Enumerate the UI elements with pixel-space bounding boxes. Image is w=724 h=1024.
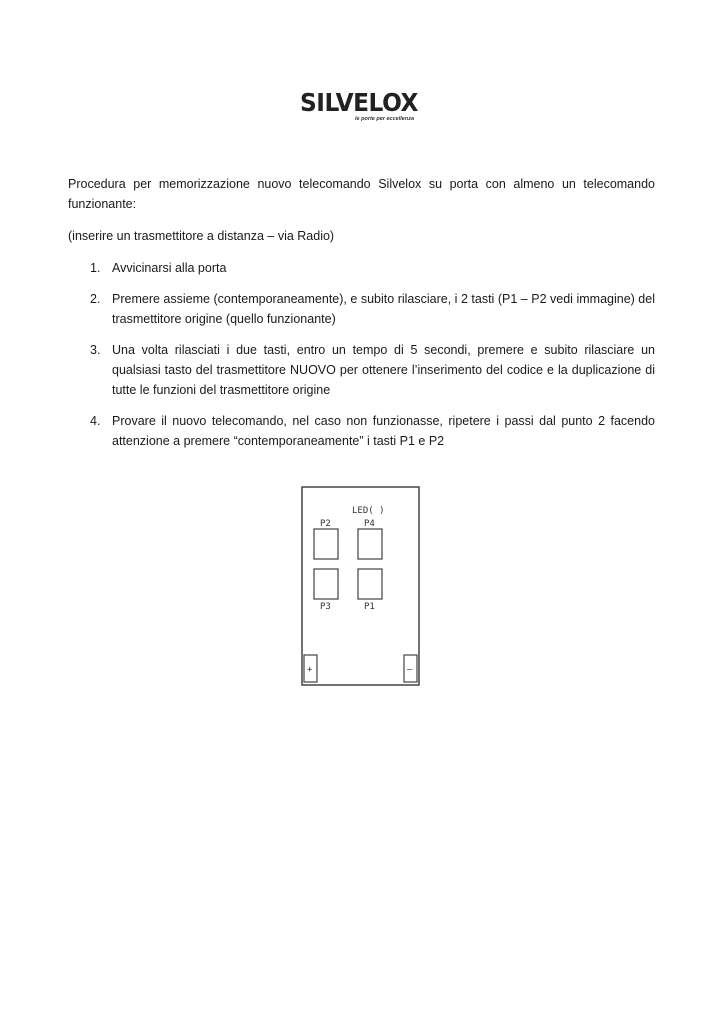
list-item — [68, 340, 655, 400]
button-p4 — [358, 529, 382, 559]
logo-brand: SILVELOX — [300, 88, 419, 117]
document-body — [68, 174, 655, 462]
remote-control-diagram — [300, 485, 422, 689]
step-text: Una volta rilasciati i due tasti, entro un tempo di 5 secondi, premere e subito rilasciare un qualsiasi tasto del trasmettitore NUOVO per ottenere l’inserimento del codice e la duplicazione di tutte le funzioni del trasmettitore origine — [112, 343, 655, 397]
step-text: Premere assieme (contemporaneamente), e subito rilasciare, i 2 tasti (P1 – P2 vedi immagine) del trasmettitore origine (quello funzionante) — [112, 292, 655, 326]
step-number: 2. — [90, 292, 101, 306]
p3-label: P3 — [320, 602, 331, 612]
intro-paragraph: Procedura per memorizzazione nuovo telecomando Silvelox su porta con almeno un telecomando funzionante: — [68, 177, 655, 211]
note-paragraph: (inserire un trasmettitore a distanza – via Radio) — [68, 229, 335, 243]
button-p1 — [358, 569, 382, 599]
step-number: 1. — [90, 261, 101, 275]
silvelox-logo — [300, 88, 424, 128]
p2-label: P2 — [320, 519, 331, 529]
list-item — [68, 411, 655, 451]
plus-label: + — [307, 665, 313, 675]
remote-outline — [302, 487, 419, 685]
button-p2 — [314, 529, 338, 559]
p1-label: P1 — [364, 602, 375, 612]
minus-label: – — [407, 665, 413, 675]
button-p3 — [314, 569, 338, 599]
steps-list — [68, 258, 655, 451]
remote-drawing — [300, 485, 422, 689]
led-label: LED( ) — [352, 506, 385, 516]
logo-tagline: le porte per eccellenza — [355, 116, 414, 122]
step-number: 3. — [90, 343, 101, 357]
step-text: Avvicinarsi alla porta — [112, 261, 227, 275]
step-number: 4. — [90, 414, 101, 428]
step-text: Provare il nuovo telecomando, nel caso non funzionasse, ripetere i passi dal punto 2 facendo attenzione a premere “contemporaneamente” i tasti P1 e P2 — [112, 414, 655, 448]
list-item — [68, 258, 655, 278]
p4-label: P4 — [364, 519, 375, 529]
list-item — [68, 289, 655, 329]
